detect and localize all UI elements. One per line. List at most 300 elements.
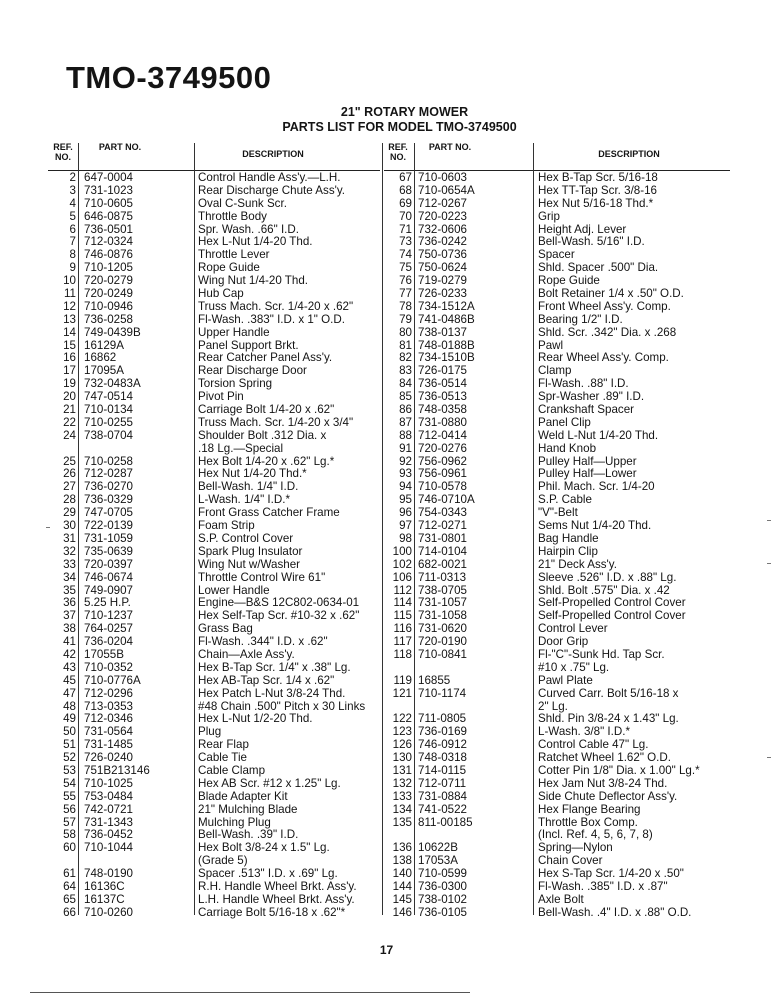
part-number: 16855: [418, 673, 451, 687]
part-number: 712-0346: [84, 712, 133, 726]
scan-mark: [46, 527, 50, 528]
part-description: Fl-"C"-Sunk Hd. Tap Scr.: [538, 647, 665, 661]
ref-number: 86: [399, 403, 412, 417]
part-number: 720-0276: [418, 441, 467, 455]
ref-number: 56: [63, 802, 76, 816]
part-number: 741-0522: [418, 802, 467, 816]
ref-number: 136: [392, 841, 412, 855]
ref-number: 140: [392, 867, 412, 881]
part-description: Ratchet Wheel 1.62" O.D.: [538, 751, 671, 765]
table-row: [52, 288, 382, 301]
table-row: [388, 765, 738, 778]
ref-number: 58: [63, 828, 76, 842]
ref-number: 11: [63, 287, 76, 301]
part-description: Pulley Half—Lower: [538, 467, 637, 481]
ref-number: 98: [399, 531, 412, 545]
part-number: 746-0674: [84, 570, 133, 584]
ref-number: 15: [63, 338, 76, 352]
ref-number: 38: [63, 622, 76, 636]
part-description: 2" Lg.: [538, 699, 568, 713]
table-row: [52, 211, 382, 224]
table-row: [52, 804, 382, 817]
part-number: 710-0654A: [418, 183, 475, 197]
part-description: Hex TT-Tap Scr. 3/8-16: [538, 183, 657, 197]
ref-number: 33: [63, 557, 76, 571]
part-number: 736-0105: [418, 905, 467, 919]
table-row: [388, 881, 738, 894]
part-description: Front Grass Catcher Frame: [198, 506, 340, 520]
part-description: Side Chute Deflector Ass'y.: [538, 789, 678, 803]
ref-number: 19: [63, 377, 76, 391]
table-row: [52, 443, 382, 456]
part-description: (Grade 5): [198, 854, 248, 868]
ref-number: 121: [392, 686, 412, 700]
table-row: [388, 417, 738, 430]
ref-number: 80: [399, 325, 412, 339]
right-parts-table: [388, 172, 738, 920]
part-description: Hex Bolt 1/4-20 x .62" Lg.*: [198, 454, 335, 468]
part-description: Mulching Plug: [198, 815, 271, 829]
ref-number: 9: [69, 261, 76, 275]
subtitle-mower: 21" ROTARY MOWER: [340, 105, 469, 119]
part-number: 731-1058: [418, 609, 467, 623]
part-description: Hex L-Nut 1/4-20 Thd.: [198, 235, 313, 249]
part-number: 754-0343: [418, 506, 467, 520]
part-number: 736-0329: [84, 493, 133, 507]
table-row: [52, 778, 382, 791]
part-number: 711-0805: [418, 712, 467, 726]
table-row: [388, 198, 738, 211]
part-number: 647-0004: [84, 171, 133, 184]
part-description: Upper Handle: [198, 325, 270, 339]
part-description: Blade Adapter Kit: [198, 789, 288, 803]
part-description: Lower Handle: [198, 583, 270, 597]
part-number: 710-0605: [84, 196, 133, 210]
part-description: Oval C-Sunk Scr.: [198, 196, 287, 210]
part-number: 732-0606: [418, 222, 467, 236]
ref-number: 138: [392, 854, 412, 868]
part-description: Spacer: [538, 248, 575, 262]
part-number: 710-1174: [418, 686, 467, 700]
part-header: PART NO.: [98, 142, 142, 152]
part-number: 719-0279: [418, 274, 467, 288]
part-number: 726-0233: [418, 287, 467, 301]
part-number: 711-0313: [418, 570, 467, 584]
part-number: 712-0324: [84, 235, 133, 249]
footer-rule: [30, 992, 470, 993]
table-row: [52, 791, 382, 804]
part-description: Hex Flange Bearing: [538, 802, 641, 816]
part-description: Bag Handle: [538, 531, 599, 545]
part-header: PART NO.: [428, 142, 472, 152]
ref-number: 78: [399, 299, 412, 313]
ref-number: 75: [399, 261, 412, 275]
part-number: 731-1023: [84, 183, 133, 197]
part-description: Spr-Washer .89" I.D.: [538, 390, 645, 404]
part-description: Hex AB Scr. #12 x 1.25" Lg.: [198, 776, 341, 790]
part-number: 710-1237: [84, 609, 133, 623]
part-description: Axle Bolt: [538, 892, 584, 906]
page-number: 17: [379, 943, 394, 957]
part-description: Torsion Spring: [198, 377, 273, 391]
ref-number: 26: [63, 467, 76, 481]
part-number: 712-0711: [418, 776, 467, 790]
ref-number: 135: [392, 815, 412, 829]
ref-number: 92: [399, 454, 412, 468]
part-number: 726-0175: [418, 364, 467, 378]
part-description: Control Cable 47" Lg.: [538, 738, 649, 752]
part-description: Rear Flap: [198, 738, 249, 752]
part-description: Shld. Scr. .342" Dia. x .268: [538, 325, 677, 339]
ref-number: 132: [392, 776, 412, 790]
part-number: 712-0287: [84, 467, 133, 481]
part-number: 731-0801: [418, 531, 467, 545]
part-description: Spark Plug Insulator: [198, 544, 303, 558]
part-description: Sleeve .526" I.D. x .88" Lg.: [538, 570, 677, 584]
table-row: [52, 572, 382, 585]
part-description: Foam Strip: [198, 519, 255, 533]
part-number: 731-0880: [418, 415, 467, 429]
ref-number: 126: [392, 738, 412, 752]
ref-number: 77: [399, 287, 412, 301]
ref-number: 114: [393, 596, 412, 610]
part-number: 710-0352: [84, 660, 133, 674]
ref-number: 115: [393, 609, 412, 623]
table-row: [388, 907, 738, 920]
ref-number: 51: [63, 738, 76, 752]
table-row: [388, 404, 738, 417]
ref-number: 24: [63, 428, 76, 442]
part-description: Carriage Bolt 5/16-18 x .62"*: [198, 905, 346, 919]
ref-number: 20: [63, 390, 76, 404]
model-title: TMO-3749500: [66, 60, 272, 95]
part-description: Bolt Retainer 1/4 x .50" O.D.: [538, 287, 684, 301]
part-number: 746-0710A: [418, 493, 475, 507]
part-description: Grip: [538, 209, 560, 223]
part-description: Shld. Spacer .500" Dia.: [538, 261, 659, 275]
ref-number: 3: [69, 183, 76, 197]
part-description: Hex Bolt 3/8-24 x 1.5" Lg.: [198, 841, 330, 855]
ref-number: 94: [399, 480, 412, 494]
part-description: (Incl. Ref. 4, 5, 6, 7, 8): [538, 828, 653, 842]
part-description: 21" Deck Ass'y.: [538, 557, 617, 571]
part-number: 738-0705: [418, 583, 467, 597]
ref-number: 30: [63, 519, 76, 533]
part-number: 738-0137: [418, 325, 467, 339]
table-row: [52, 881, 382, 894]
ref-number: 82: [399, 351, 412, 365]
ref-number: 2: [69, 171, 76, 184]
part-description: Bell-Wash. 5/16" I.D.: [538, 235, 645, 249]
ref-number: 74: [399, 248, 412, 262]
part-description: Hex Self-Tap Scr. #10-32 x .62": [198, 609, 360, 623]
part-number: 736-0513: [418, 390, 467, 404]
ref-number: 34: [63, 570, 76, 584]
part-description: Carriage Bolt 1/4-20 x .62": [198, 403, 335, 417]
ref-number: 118: [393, 647, 412, 661]
table-row: [52, 520, 382, 533]
table-row: [388, 520, 738, 533]
part-description: Rear Wheel Ass'y. Comp.: [538, 351, 669, 365]
part-number: 738-0102: [418, 892, 467, 906]
part-number: 720-0397: [84, 557, 133, 571]
part-description: R.H. Handle Wheel Brkt. Ass'y.: [198, 879, 357, 893]
part-description: Throttle Box Comp.: [538, 815, 638, 829]
part-description: Fl-Wash. .344" I.D. x .62": [198, 635, 328, 649]
part-number: 731-0884: [418, 789, 467, 803]
part-number: 710-0841: [418, 647, 467, 661]
part-description: Spacer .513" I.D. x .69" Lg.: [198, 867, 338, 881]
part-description: Hex B-Tap Scr. 1/4" x .38" Lg.: [198, 660, 351, 674]
ref-number: 37: [63, 609, 76, 623]
ref-number: 12: [63, 299, 76, 313]
ref-number: 16: [63, 351, 76, 365]
part-number: 731-1057: [418, 596, 467, 610]
ref-number: 48: [63, 699, 76, 713]
part-number: 17053A: [418, 854, 458, 868]
table-row: [388, 572, 738, 585]
table-row: [388, 894, 738, 907]
ref-number: 47: [63, 686, 76, 700]
ref-number: 73: [399, 235, 412, 249]
part-description: Hex S-Tap Scr. 1/4-20 x .50": [538, 867, 684, 881]
part-number: 712-0267: [418, 196, 467, 210]
part-number: 713-0353: [84, 699, 133, 713]
part-number: 811-00185: [418, 815, 473, 829]
part-description: Hex Nut 1/4-20 Thd.*: [198, 467, 307, 481]
part-description: Truss Mach. Scr. 1/4-20 x .62": [198, 299, 354, 313]
subtitle-parts-list: PARTS LIST FOR MODEL TMO-3749500: [282, 120, 517, 134]
part-number: 710-1205: [84, 261, 133, 275]
part-description: .18 Lg.—Special: [198, 441, 284, 455]
ref-number: 123: [392, 725, 412, 739]
part-description: Control Handle Ass'y.—L.H.: [198, 171, 341, 184]
ref-number: 71: [399, 222, 412, 236]
part-description: L-Wash. 1/4" I.D.*: [198, 493, 290, 507]
part-description: Shld. Bolt .575" Dia. x .42: [538, 583, 670, 597]
ref-number: 134: [392, 802, 412, 816]
ref-number: 65: [63, 892, 76, 906]
part-description: Pivot Pin: [198, 390, 244, 404]
table-row: [52, 894, 382, 907]
ref-number: 102: [392, 557, 412, 571]
part-description: #48 Chain .500" Pitch x 30 Links: [198, 699, 366, 713]
part-description: 21" Mulching Blade: [198, 802, 298, 816]
ref-number: 145: [392, 892, 412, 906]
part-description: Hex Jam Nut 3/8-24 Thd.: [538, 776, 668, 790]
ref-number: 144: [392, 879, 412, 893]
part-number: 720-0279: [84, 274, 133, 288]
part-number: 720-0190: [418, 635, 467, 649]
part-description: Pawl Plate: [538, 673, 593, 687]
table-row: [52, 404, 382, 417]
part-description: "V"-Belt: [538, 506, 578, 520]
part-description: Cable Tie: [198, 751, 247, 765]
table-row: [52, 688, 382, 701]
ref-number: 67: [399, 171, 412, 184]
ref-number: 97: [399, 519, 412, 533]
part-number: 731-1343: [84, 815, 133, 829]
part-description: Engine—B&S 12C802-0634-01: [198, 596, 360, 610]
part-description: Door Grip: [538, 635, 589, 649]
part-number: 712-0296: [84, 686, 133, 700]
part-description: Throttle Control Wire 61": [198, 570, 326, 584]
ref-number: 17: [63, 364, 76, 378]
ref-number: 70: [399, 209, 412, 223]
ref-number: 42: [63, 647, 76, 661]
ref-number: 131: [392, 763, 412, 777]
part-number: 731-1485: [84, 738, 133, 752]
part-description: Hex B-Tap Scr. 5/16-18: [538, 171, 658, 184]
part-description: #10 x .75" Lg.: [538, 660, 610, 674]
part-number: 747-0705: [84, 506, 133, 520]
part-number: 756-0961: [418, 467, 467, 481]
table-row: [52, 314, 382, 327]
part-number: 710-0258: [84, 454, 133, 468]
part-number: 746-0912: [418, 738, 467, 752]
part-number: 682-0021: [418, 557, 467, 571]
ref-number: 32: [63, 544, 76, 558]
part-description: Chain—Axle Ass'y.: [198, 647, 295, 661]
table-row: [388, 804, 738, 817]
part-number: 710-0603: [418, 171, 467, 184]
table-row: [388, 430, 738, 443]
part-description: Clamp: [538, 364, 572, 378]
part-description: Crankshaft Spacer: [538, 403, 635, 417]
ref-header: REF. NO.: [53, 142, 73, 162]
ref-number: 4: [69, 196, 76, 210]
scan-mark: [767, 520, 771, 521]
ref-number: 43: [63, 660, 76, 674]
part-description: Grass Bag: [198, 622, 253, 636]
part-description: Wing Nut w/Washer: [198, 557, 301, 571]
part-number: 747-0514: [84, 390, 133, 404]
part-description: Hex Patch L-Nut 3/8-24 Thd.: [198, 686, 346, 700]
table-row: [52, 765, 382, 778]
table-row: [388, 185, 738, 198]
table-row: [388, 211, 738, 224]
part-description: Weld L-Nut 1/4-20 Thd.: [538, 428, 659, 442]
ref-number: 106: [392, 570, 412, 584]
table-row: [52, 198, 382, 211]
part-description: Control Lever: [538, 622, 608, 636]
part-number: 742-0721: [84, 802, 133, 816]
ref-number: 61: [63, 867, 76, 881]
divider: [382, 143, 383, 915]
part-number: 738-0704: [84, 428, 133, 442]
part-number: 710-0578: [418, 480, 467, 494]
ref-number: 5: [69, 209, 76, 223]
table-row: [52, 546, 382, 559]
ref-number: 93: [399, 467, 412, 481]
part-description: Rope Guide: [198, 261, 260, 275]
ref-number: 29: [63, 506, 76, 520]
table-row: [52, 907, 382, 920]
ref-number: 6: [69, 222, 76, 236]
table-row: [388, 533, 738, 546]
ref-number: 64: [63, 879, 76, 893]
part-number: 736-0169: [418, 725, 467, 739]
part-number: 714-0115: [418, 763, 467, 777]
part-description: Height Adj. Lever: [538, 222, 627, 236]
part-description: Fl-Wash. .88" I.D.: [538, 377, 629, 391]
ref-number: 55: [63, 789, 76, 803]
scan-mark: [767, 563, 771, 564]
part-number: 710-1025: [84, 776, 133, 790]
ref-number: 53: [63, 763, 76, 777]
table-row: [52, 675, 382, 688]
ref-number: 52: [63, 751, 76, 765]
description-header: DESCRIPTION: [598, 149, 660, 159]
ref-number: 27: [63, 480, 76, 494]
ref-number: 116: [393, 622, 412, 636]
part-number: 732-0483A: [84, 377, 141, 391]
part-description: Curved Carr. Bolt 5/16-18 x: [538, 686, 679, 700]
part-number: 748-0188B: [418, 338, 475, 352]
ref-number: 69: [399, 196, 412, 210]
part-number: 731-0564: [84, 725, 133, 739]
part-description: Throttle Lever: [198, 248, 270, 262]
part-description: Throttle Body: [198, 209, 267, 223]
part-description: S.P. Control Cover: [198, 531, 294, 545]
ref-number: 60: [63, 841, 76, 855]
part-number: 751B213146: [84, 763, 150, 777]
table-row: [52, 559, 382, 572]
part-description: Hex L-Nut 1/2-20 Thd.: [198, 712, 313, 726]
part-number: 710-0255: [84, 415, 133, 429]
table-row: [52, 649, 382, 662]
part-number: 764-0257: [84, 622, 133, 636]
part-number: 731-0620: [418, 622, 467, 636]
part-number: 736-0242: [418, 235, 467, 249]
ref-number: 100: [392, 544, 412, 558]
part-description: Spring—Nylon: [538, 841, 613, 855]
part-description: Wing Nut 1/4-20 Thd.: [198, 274, 308, 288]
ref-number: 96: [399, 506, 412, 520]
part-description: Hairpin Clip: [538, 544, 598, 558]
part-number: 720-0223: [418, 209, 467, 223]
ref-number: 83: [399, 364, 412, 378]
part-description: Bearing 1/2" I.D.: [538, 312, 623, 326]
part-number: 712-0271: [418, 519, 467, 533]
table-row: [52, 430, 382, 443]
ref-number: 119: [393, 673, 412, 687]
part-number: 16862: [84, 351, 117, 365]
table-row: [388, 546, 738, 559]
part-description: Cable Clamp: [198, 763, 266, 777]
left-parts-table: [52, 172, 382, 920]
table-row: [52, 417, 382, 430]
ref-number: 25: [63, 454, 76, 468]
part-description: Rear Discharge Chute Ass'y.: [198, 183, 345, 197]
part-number: 756-0962: [418, 454, 467, 468]
ref-header: REF. NO.: [388, 142, 408, 162]
part-description: Panel Support Brkt.: [198, 338, 299, 352]
part-description: Rear Catcher Panel Ass'y.: [198, 351, 333, 365]
table-row: [388, 688, 738, 701]
part-number: 736-0514: [418, 377, 467, 391]
ref-number: 76: [399, 274, 412, 288]
part-description: Pulley Half—Upper: [538, 454, 637, 468]
ref-number: 146: [392, 905, 412, 919]
part-number: 753-0484: [84, 789, 133, 803]
part-number: 710-1044: [84, 841, 133, 855]
table-row: [52, 327, 382, 340]
ref-number: 84: [399, 377, 412, 391]
part-number: 750-0736: [418, 248, 467, 262]
part-number: 10622B: [418, 841, 458, 855]
part-description: Fl-Wash. .385" I.D. x .87": [538, 879, 668, 893]
